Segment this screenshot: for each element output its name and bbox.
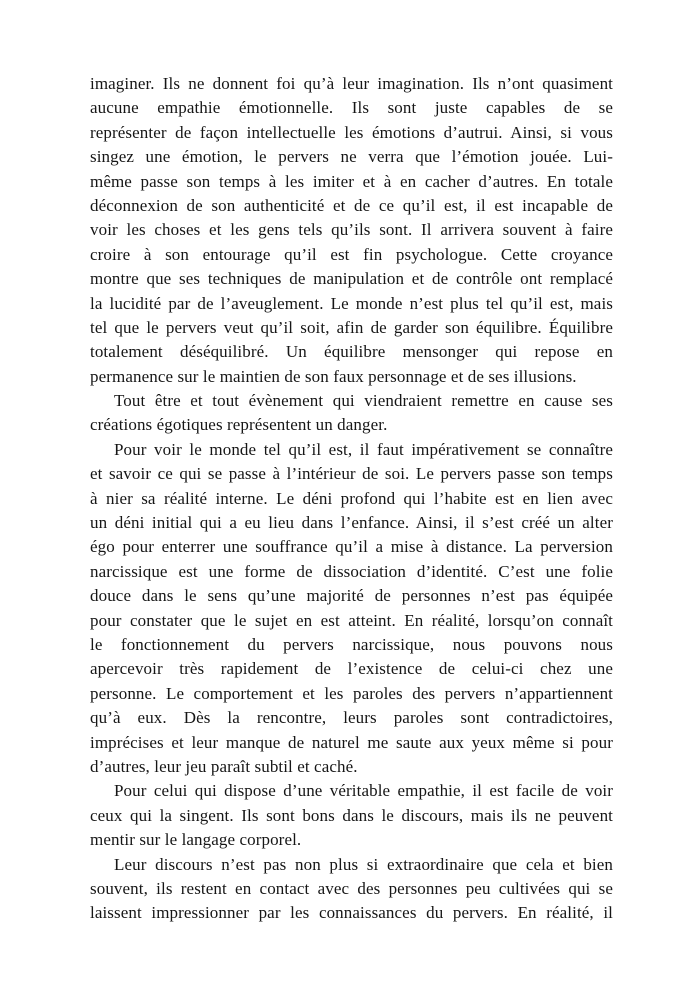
text-line: d’autres, leur jeu paraît subtil et caché. <box>90 756 358 776</box>
text-line: apercevoir très rapidement de l’existence de celui-ci chez une <box>90 659 613 679</box>
text-line: Leur discours n’est pas non plus si extraordinaire que cela et bien <box>114 854 613 874</box>
text-line: imprécises et leur manque de naturel me saute aux yeux même si pour <box>90 732 613 752</box>
text-line: créations égotiques représentent un danger. <box>90 415 388 435</box>
text-line: déconnexion de son authenticité et de ce qu’il est, il est incapable de <box>90 195 613 215</box>
text-line: voir les choses et les gens tels qu’ils sont. Il arrivera souvent à faire <box>90 220 613 240</box>
text-line: représenter de façon intellectuelle les émotions d’autrui. Ainsi, si vous <box>90 122 613 142</box>
text-line: singez une émotion, le pervers ne verra que l’émotion jouée. Lui- <box>90 147 613 167</box>
text-line: imaginer. Ils ne donnent foi qu’à leur imagination. Ils n’ont quasiment <box>90 74 613 93</box>
text-line: un déni initial qui a eu lieu dans l’enfance. Ainsi, il s’est créé un alter <box>90 513 613 533</box>
text-line: à nier sa réalité interne. Le déni profond qui l’habite est en lien avec <box>90 488 613 508</box>
text-line: mentir sur le langage corporel. <box>90 830 302 850</box>
text-line: et savoir ce qui se passe à l’intérieur de soi. Le pervers passe son temps <box>90 464 613 484</box>
text-line: Pour celui qui dispose d’une véritable empathie, il est facile de voir <box>114 781 613 801</box>
text-line: pour constater que le sujet en est atteint. En réalité, lorsqu’on connaît <box>90 610 613 630</box>
text-line: qu’à eux. Dès la rencontre, leurs paroles sont contradictoires, <box>90 708 613 728</box>
text-line: laissent impressionner par les connaissances du pervers. En réalité, il <box>90 903 613 923</box>
text-line: aucune empathie émotionnelle. Ils sont juste capables de se <box>90 98 613 118</box>
text-line: Tout être et tout évènement qui viendraient remettre en cause ses <box>114 391 613 411</box>
text-line: la lucidité par de l’aveuglement. Le monde n’est plus tel qu’il est, mais <box>90 293 613 313</box>
text-line: croire à son entourage qu’il est fin psychologue. Cette croyance <box>90 244 613 264</box>
text-line: montre que ses techniques de manipulation et de contrôle ont remplacé <box>90 269 613 289</box>
text-line: tel que le pervers veut qu’il soit, afin de garder son équilibre. Équilibre <box>90 317 613 337</box>
text-line: le fonctionnement du pervers narcissique, nous pouvons nous <box>90 634 613 654</box>
text-line: égo pour enterrer une souffrance qu’il a mise à distance. La perversion <box>90 537 613 557</box>
text-line: même passe son temps à les imiter et à en cacher d’autres. En totale <box>90 171 613 191</box>
text-line: totalement déséquilibré. Un équilibre mensonger qui repose en <box>90 342 613 362</box>
text-line: douce dans le sens qu’une majorité de personnes n’est pas équipée <box>90 586 613 606</box>
text-line: permanence sur le maintien de son faux personnage et de ses illusions. <box>90 366 577 386</box>
text-line: Pour voir le monde tel qu’il est, il faut impérativement se connaître <box>114 439 613 459</box>
text-line: souvent, ils restent en contact avec des personnes peu cultivées qui se <box>90 878 613 898</box>
text-line: personne. Le comportement et les paroles des pervers n’appartiennent <box>90 683 613 703</box>
text-line: narcissique est une forme de dissociation d’identité. C’est une folie <box>90 561 613 581</box>
text-line: ceux qui la singent. Ils sont bons dans le discours, mais ils ne peuvent <box>90 805 613 825</box>
page-text <box>90 72 613 926</box>
